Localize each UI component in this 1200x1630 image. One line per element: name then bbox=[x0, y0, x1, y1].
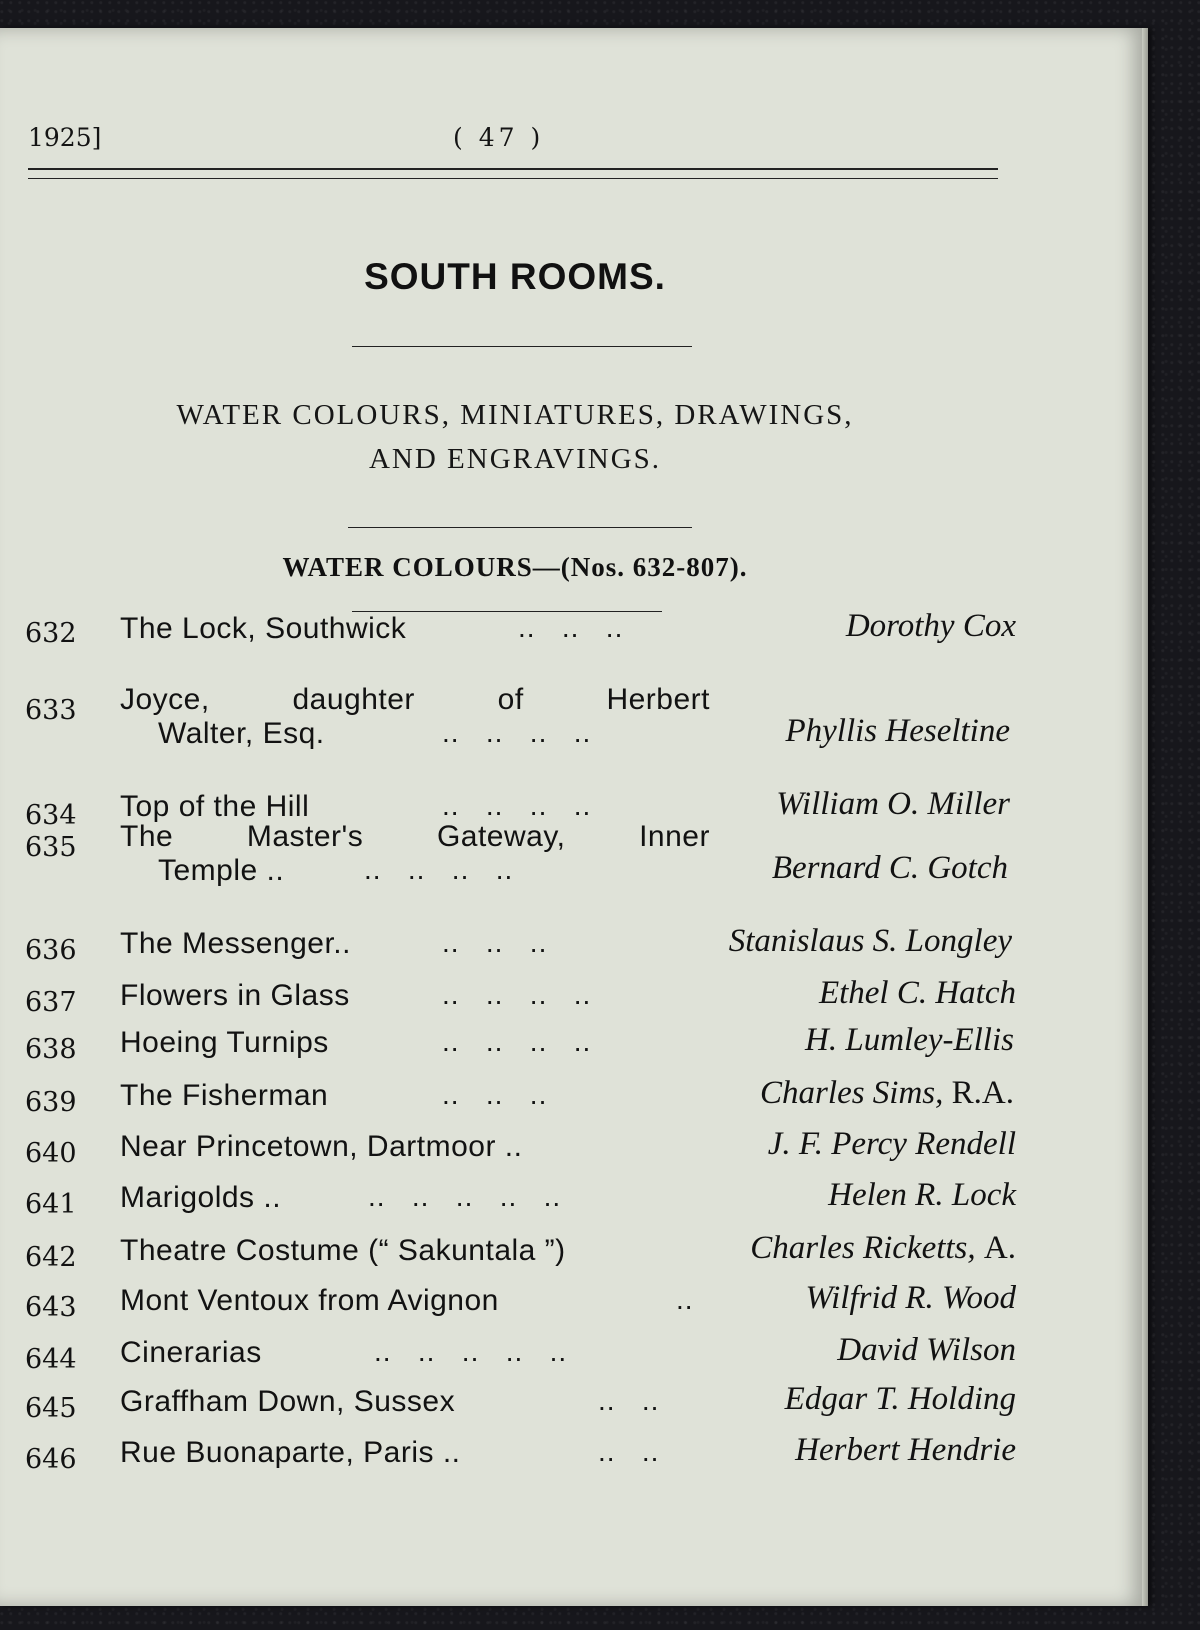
entry-number: 645 bbox=[25, 1393, 77, 1424]
leader-dots: .. .. .. .. bbox=[442, 790, 592, 821]
entry-number: 646 bbox=[25, 1444, 77, 1475]
entry-artist: David Wilson bbox=[837, 1332, 1016, 1368]
entry-artist: J. F. Percy Rendell bbox=[767, 1126, 1016, 1162]
entry-artist: Phyllis Heseltine bbox=[785, 713, 1010, 749]
entry-title: Flowers in Glass bbox=[120, 979, 350, 1012]
title-word: Herbert bbox=[606, 683, 710, 716]
entry-number: 632 bbox=[25, 618, 77, 649]
entry-artist: William O. Miller bbox=[776, 786, 1010, 822]
title-word: The bbox=[120, 820, 174, 853]
entry-title: The Lock, Southwick bbox=[120, 612, 407, 645]
entry-title bbox=[120, 683, 710, 717]
leader-dots: .. .. .. .. .. bbox=[374, 1336, 568, 1367]
entry-title: Marigolds .. bbox=[120, 1181, 282, 1214]
artist-honour: A. bbox=[983, 1230, 1016, 1266]
leader-dots: .. .. .. bbox=[442, 927, 548, 958]
leader-dots: .. .. .. bbox=[442, 1079, 548, 1110]
entry-artist bbox=[760, 1075, 1014, 1112]
leader-dots: .. .. .. .. bbox=[442, 717, 592, 748]
entry-title bbox=[120, 820, 710, 854]
entry-artist: Dorothy Cox bbox=[845, 608, 1016, 644]
entry-artist: Herbert Hendrie bbox=[795, 1432, 1016, 1468]
header-year: 1925] bbox=[28, 123, 102, 152]
entry-number: 633 bbox=[25, 695, 77, 726]
catalogue-page bbox=[0, 28, 1148, 1606]
leader-dots: .. .. .. bbox=[518, 612, 624, 643]
title-word: Inner bbox=[639, 820, 710, 853]
entry-title: Near Princetown, Dartmoor .. bbox=[120, 1130, 523, 1163]
catalogue-list bbox=[0, 28, 1148, 1606]
page-number: ( 47 ) bbox=[453, 123, 545, 152]
leader-dots: .. .. .. .. bbox=[364, 854, 514, 885]
entry-artist: Ethel C. Hatch bbox=[818, 975, 1016, 1011]
artist-honour: R.A. bbox=[951, 1075, 1014, 1111]
artist-name: Charles Sims, bbox=[760, 1075, 944, 1111]
leader-dots: .. .. .. .. .. bbox=[368, 1181, 562, 1212]
entry-artist: Bernard C. Gotch bbox=[771, 850, 1008, 886]
leader-dots: .. .. bbox=[598, 1385, 660, 1416]
title-word: daughter bbox=[292, 683, 415, 716]
entry-number: 643 bbox=[25, 1292, 77, 1323]
entry-artist bbox=[750, 1230, 1016, 1267]
entry-title-continued: Walter, Esq. bbox=[158, 717, 325, 750]
subtitle-line-1: WATER COLOURS, MINIATURES, DRAWINGS, bbox=[176, 399, 854, 431]
entry-number: 640 bbox=[25, 1138, 77, 1169]
entry-number: 642 bbox=[25, 1242, 77, 1273]
entry-number: 641 bbox=[25, 1189, 77, 1220]
subtitle-line-2: AND ENGRAVINGS. bbox=[368, 443, 662, 475]
leader-dots: .. .. .. .. bbox=[442, 1026, 592, 1057]
section-heading: WATER COLOURS—(Nos. 632-807). bbox=[282, 552, 748, 582]
entry-title: Mont Ventoux from Avignon bbox=[120, 1284, 499, 1317]
entry-artist: Stanislaus S. Longley bbox=[728, 923, 1012, 959]
leader-dots: .. .. bbox=[598, 1436, 660, 1467]
leader-dots: .. bbox=[676, 1284, 694, 1315]
entry-number: 638 bbox=[25, 1034, 77, 1065]
page-title: SOUTH ROOMS. bbox=[364, 256, 666, 297]
entry-number: 644 bbox=[25, 1344, 77, 1375]
entry-title: Hoeing Turnips bbox=[120, 1026, 329, 1059]
entry-title: Theatre Costume (“ Sakuntala ”) bbox=[120, 1234, 566, 1267]
title-word: Master's bbox=[246, 820, 364, 853]
entry-title: The Fisherman bbox=[120, 1079, 329, 1112]
entry-number: 634 bbox=[25, 800, 77, 831]
entry-number: 639 bbox=[25, 1087, 77, 1118]
entry-artist: Helen R. Lock bbox=[828, 1177, 1016, 1213]
entry-number: 635 bbox=[25, 832, 77, 863]
entry-number: 636 bbox=[25, 935, 77, 966]
entry-artist: Wilfrid R. Wood bbox=[805, 1280, 1016, 1316]
entry-number: 637 bbox=[25, 987, 77, 1018]
entry-artist: H. Lumley-Ellis bbox=[805, 1022, 1014, 1058]
entry-title-continued: Temple .. bbox=[158, 854, 285, 887]
title-word: Joyce, bbox=[120, 683, 210, 716]
title-word: of bbox=[497, 683, 524, 716]
entry-title: Cinerarias bbox=[120, 1336, 262, 1369]
entry-title: Top of the Hill bbox=[120, 790, 310, 823]
leader-dots: .. .. .. .. bbox=[442, 979, 592, 1010]
entry-artist: Edgar T. Holding bbox=[784, 1381, 1016, 1417]
entry-title: Rue Buonaparte, Paris .. bbox=[120, 1436, 461, 1469]
title-word: Gateway, bbox=[436, 820, 566, 853]
entry-title: The Messenger.. bbox=[120, 927, 351, 960]
entry-title: Graffham Down, Sussex bbox=[120, 1385, 456, 1418]
artist-name: Charles Ricketts, bbox=[750, 1230, 976, 1266]
